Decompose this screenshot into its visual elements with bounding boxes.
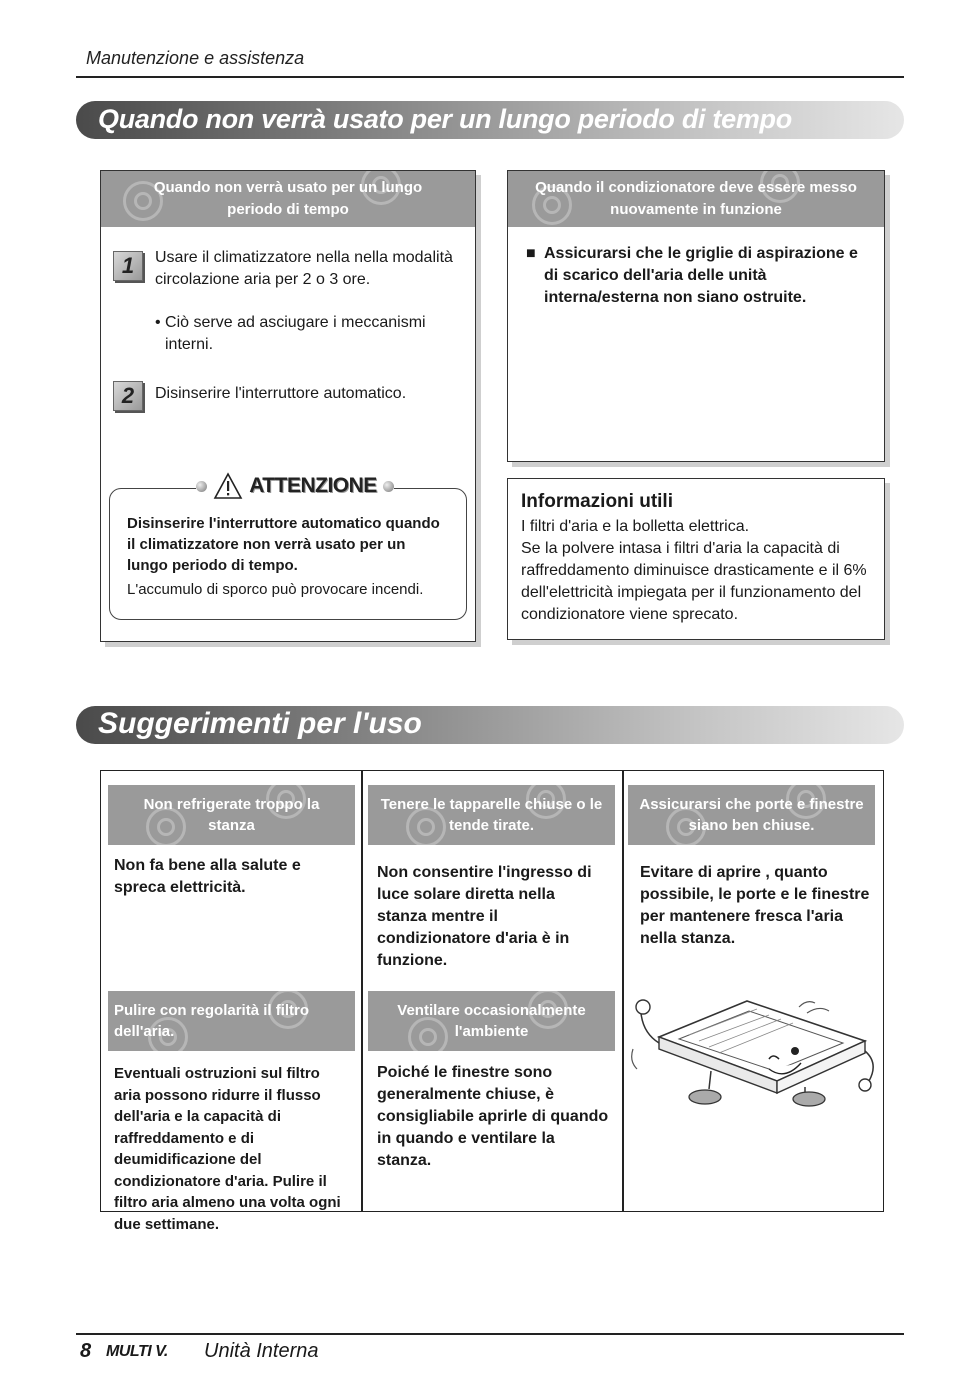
tip-heading: Assicurarsi che porte e finestre siano ben chiuse. [628,785,875,845]
section-title: Suggerimenti per l'uso [98,707,422,740]
box-heading: Quando non verrà usato per un lungo periodo di tempo [101,171,475,227]
info-box [507,478,885,640]
warning-triangle-icon [213,472,243,500]
bullet-icon: ■ [526,245,536,262]
step-1-note: • Ciò serve ad asciugare i meccanismi interni. [155,314,426,353]
tip-text: Non consentire l'ingresso di luce solare diretta nella stanza mentre il condizionatore d'aria è in funzione. [377,864,592,969]
dot-icon [383,481,394,492]
tip-text: Non fa bene alla salute e spreca elettricità. [114,857,301,896]
tip-text: Evitare di aprire , quanto possibile, le porte e le finestre per mantenere fresca l'aria nella stanza. [640,864,870,947]
info-title: Informazioni utili [521,491,673,512]
restart-text: Assicurarsi che le griglie di aspirazione e di scarico dell'aria delle unità interna/esterna non siano ostruite. [544,245,858,306]
section-title: Quando non verrà usato per un lungo periodo di tempo [98,104,792,134]
warning-text: L'accumulo di sporco può provocare incendi. [127,581,424,598]
dot-icon [196,481,207,492]
running-header: Manutenzione e assistenza [86,48,305,68]
section-title-bar [76,706,904,744]
tip-text: Poiché le finestre sono generalmente chiuse, è consigliabile aprirle di quando in quando e ventilare la stanza. [377,1064,609,1169]
tip-heading: Ventilare occasionalmente l'ambiente [368,991,615,1051]
section-title-bar [76,101,904,139]
step-2-number: 2 [113,381,143,411]
step-1-text: Usare il climatizzatore nella nella modalità circolazione aria per 2 o 3 ore. [155,249,453,288]
warning-label: ATTENZIONE [249,474,377,497]
step-2-text: Disinserire l'interruttore automatico. [155,385,407,402]
tips-grid [100,770,884,1233]
tip-heading: Pulire con regolarità il filtro dell'aria. [108,991,355,1051]
footer-text: Unità Interna [204,1340,319,1362]
header-rule [76,76,904,78]
tip-text: Eventuali ostruzioni sul filtro aria possono ridurre il flusso dell'aria e la capacità di raffreddamento e di deumidificazione del condizionatore d'aria. Pulire il filtro aria almeno una volta ogni due settimane. [114,1065,341,1233]
box-heading: Quando il condizionatore deve essere messo nuovamente in funzione [508,171,884,227]
info-line-1: I filtri d'aria e la bolletta elettrica. [521,518,750,535]
brand-logo: MULTI V. [106,1343,168,1360]
warning-box [109,488,467,620]
info-line-2: Se la polvere intasa i filtri d'aria la capacità di raffreddamento diminuisce drasticamente e il 6% dell'elettricità impiegata per il funzionamento del condizionatore viene sprecato. [521,540,867,623]
warning-bold-text: Disinserire l'interruttore automatico quando il climatizzatore non verrà usato per un lungo periodo di tempo. [127,515,440,574]
page-number: 8 [80,1340,92,1362]
air-conditioner-mascot-illustration [629,989,879,1109]
footer-rule [76,1333,904,1335]
tip-heading: Tenere le tapparelle chiuse o le tende tirate. [368,785,615,845]
step-1-number: 1 [113,251,143,281]
tip-heading: Non refrigerate troppo la stanza [108,785,355,845]
restart-box [507,170,885,462]
warning-title [196,470,394,502]
